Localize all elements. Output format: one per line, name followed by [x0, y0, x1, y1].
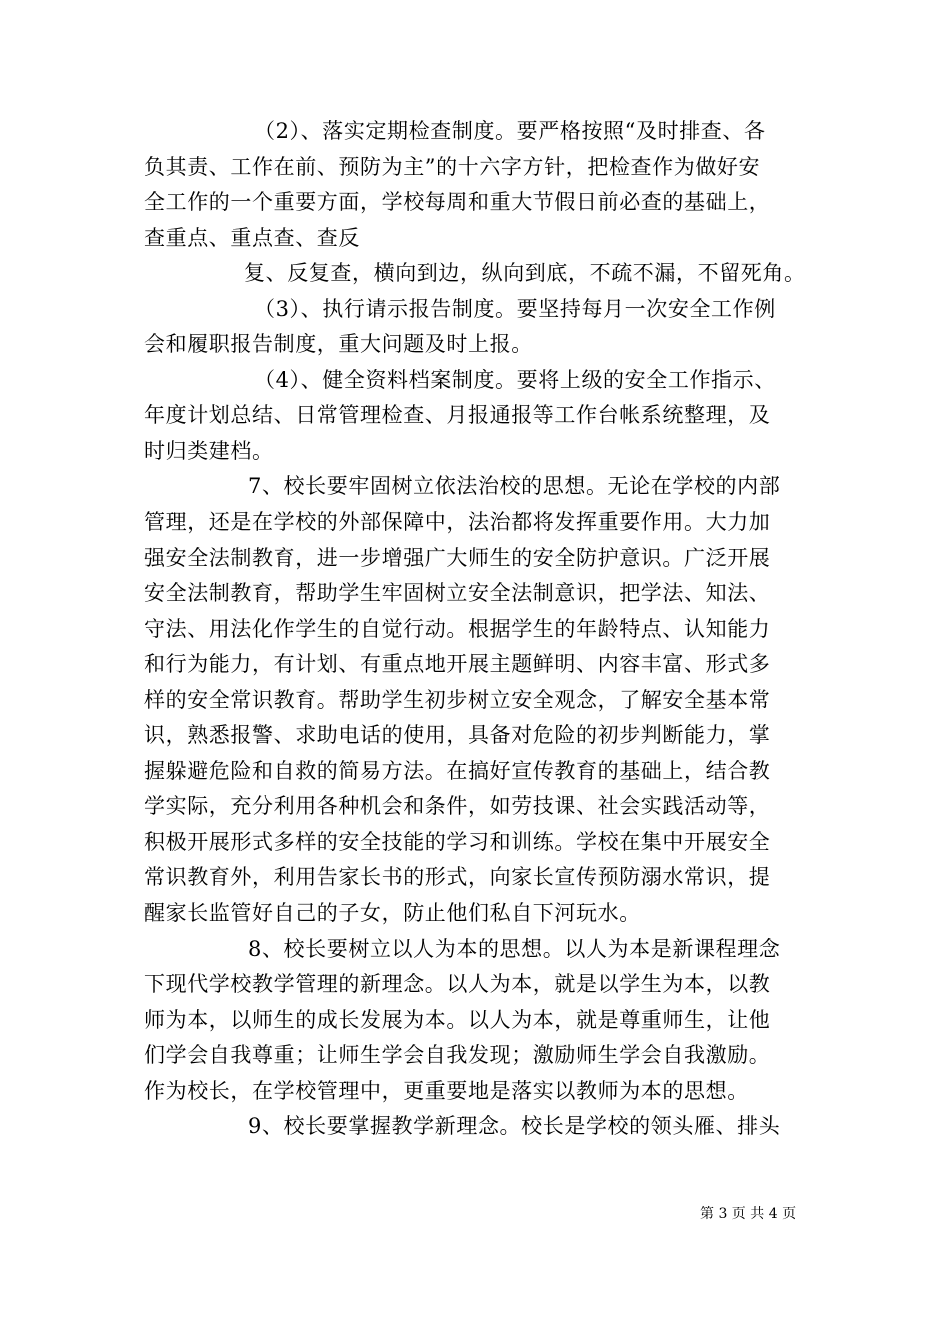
- text-line: 识，熟悉报警、求助电话的使用，具备对危险的初步判断能力，掌: [144, 723, 771, 748]
- text-line: （4）、健全资料档案制度。要将上级的安全工作指示、: [254, 367, 776, 392]
- text-line: 9、校长要掌握教学新理念。校长是学校的领头雁、排头: [248, 1114, 781, 1139]
- text-line: 下现代学校教学管理的新理念。以人为本，就是以学生为本，以教: [144, 972, 771, 997]
- text-line: 师为本，以师生的成长发展为本。以人为本，就是尊重师生，让他: [144, 1007, 771, 1032]
- text-line: 积极开展形式多样的安全技能的学习和训练。学校在集中开展安全: [144, 829, 771, 854]
- text-line: （2）、落实定期检查制度。要严格按照“及时排查、各: [254, 119, 766, 143]
- text-line: 作为校长，在学校管理中，更重要地是落实以教师为本的思想。: [144, 1078, 749, 1103]
- text-line: 管理，还是在学校的外部保障中，法治都将发挥重要作用。大力加: [144, 510, 771, 535]
- text-line: 强安全法制教育，进一步增强广大师生的安全防护意识。广泛开展: [144, 545, 771, 570]
- page-number-footer: 第 3 页 共 4 页: [700, 1206, 797, 1222]
- text-line: 年度计划总结、日常管理检查、月报通报等工作台帐系统整理，及: [144, 403, 771, 428]
- text-line: 负其责、工作在前、预防为主”的十六字方针，把检查作为做好安: [144, 154, 761, 179]
- text-line: 握躲避危险和自救的简易方法。在搞好宣传教育的基础上，结合教: [144, 758, 771, 783]
- text-line: 7、校长要牢固树立依法治校的思想。无论在学校的内部: [248, 474, 781, 499]
- text-line: 学实际，充分利用各种机会和条件，如劳技课、社会实践活动等，: [144, 794, 771, 819]
- document-body: [144, 114, 814, 1145]
- text-line: 8、校长要树立以人为本的思想。以人为本是新课程理念: [248, 936, 781, 961]
- text-line: 样的安全常识教育。帮助学生初步树立安全观念，了解安全基本常: [144, 687, 771, 712]
- text-line: 们学会自我尊重；让师生学会自我发现；激励师生学会自我激励。: [144, 1043, 771, 1068]
- text-line: 醒家长监管好自己的子女，防止他们私自下河玩水。: [144, 901, 641, 926]
- text-line: 和行为能力，有计划、有重点地开展主题鲜明、内容丰富、形式多: [144, 652, 771, 677]
- text-line: 会和履职报告制度，重大问题及时上报。: [144, 332, 533, 357]
- text-line: 查重点、重点查、查反: [144, 225, 360, 250]
- text-line: 复、反复查，横向到边，纵向到底，不疏不漏，不留死角。: [244, 261, 806, 286]
- text-line: 守法、用法化作学生的自觉行动。根据学生的年龄特点、认知能力: [144, 616, 771, 641]
- text-line: 安全法制教育，帮助学生牢固树立安全法制意识，把学法、知法、: [144, 581, 771, 606]
- text-line: 全工作的一个重要方面，学校每周和重大节假日前必查的基础上，: [144, 190, 771, 215]
- text-line: 时归类建档。: [144, 438, 274, 463]
- text-line: 常识教育外，利用告家长书的形式，向家长宣传预防溺水常识，提: [144, 865, 771, 890]
- text-line: （3）、执行请示报告制度。要坚持每月一次安全工作例: [254, 296, 776, 321]
